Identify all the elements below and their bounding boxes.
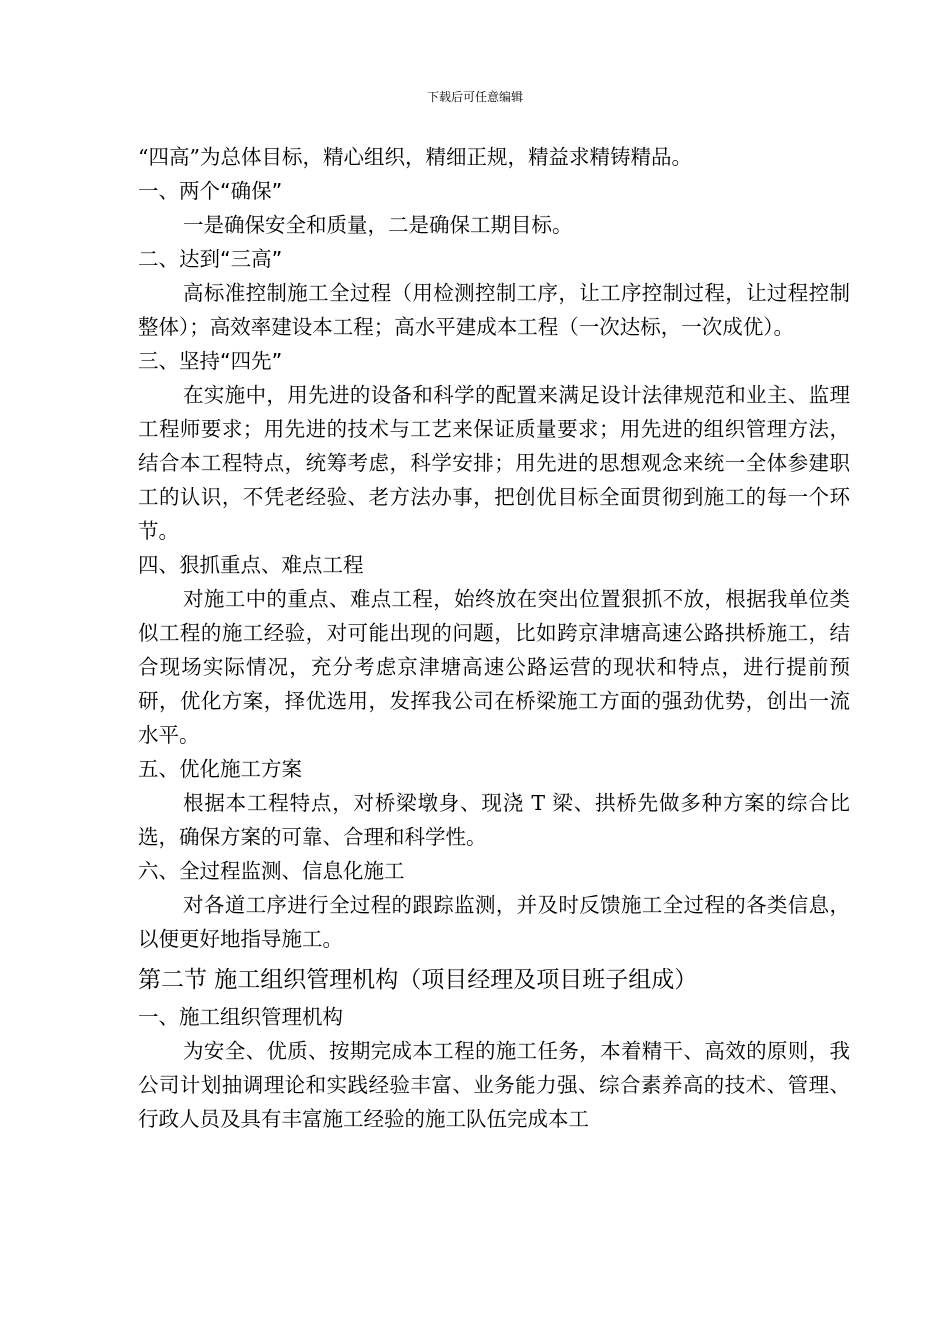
- intro-paragraph: “四高”为总体目标，精心组织，精细正规，精益求精铸精品。: [138, 145, 692, 169]
- page-header-note: 下载后可任意编辑: [426, 90, 523, 104]
- heading-four-firsts: 三、坚持“四先”: [138, 349, 283, 373]
- heading-key-difficult-works: 四、狠抓重点、难点工程: [138, 553, 364, 577]
- paragraph-organization: 为安全、优质、按期完成本工程的施工任务，本着精干、高效的原则，我公司计划抽调理论和实践经验丰富、业务能力强、综合素养高的技术、管理、行政人员及具有丰富施工经验的施工队伍完成本工: [138, 1039, 850, 1131]
- document-body: [138, 140, 850, 1136]
- paragraph-three-highs: 高标准控制施工全过程（用检测控制工序，让工序控制过程，让过程控制整体）；高效率建设本工程；高水平建成本工程（一次达标，一次成优）。: [138, 281, 850, 339]
- heading-organization: 一、施工组织管理机构: [138, 1005, 343, 1029]
- heading-three-highs: 二、达到“三高”: [138, 247, 283, 271]
- paragraph-optimize-plan: 根据本工程特点，对桥梁墩身、现浇 T 梁、拱桥先做多种方案的综合比选，确保方案的可靠、合理和科学性。: [138, 791, 850, 849]
- paragraph-monitoring: 对各道工序进行全过程的跟踪监测，并及时反馈施工全过程的各类信息，以便更好地指导施工。: [138, 893, 850, 951]
- heading-optimize-plan: 五、优化施工方案: [138, 757, 302, 781]
- paragraph-two-ensures: 一是确保安全和质量，二是确保工期目标。: [183, 213, 573, 237]
- heading-two-ensures: 一、两个“确保”: [138, 179, 283, 203]
- heading-monitoring: 六、全过程监测、信息化施工: [138, 859, 405, 883]
- paragraph-four-firsts: 在实施中，用先进的设备和科学的配置来满足设计法律规范和业主、监理工程师要求；用先进的技术与工艺来保证质量要求；用先进的组织管理方法，结合本工程特点，统筹考虑，科学安排；用先进的思想观念来统一全体参建职工的认识，不凭老经验、老方法办事，把创优目标全面贯彻到施工的每一个环节。: [138, 383, 850, 543]
- paragraph-key-difficult-works: 对施工中的重点、难点工程，始终放在突出位置狠抓不放，根据我单位类似工程的施工经验，对可能出现的问题，比如跨京津塘高速公路拱桥施工，结合现场实际情况，充分考虑京津塘高速公路运营的现状和特点，进行提前预研，优化方案，择优选用，发挥我公司在桥梁施工方面的强劲优势，创出一流水平。: [138, 587, 850, 747]
- section-title: 第二节 施工组织管理机构（项目经理及项目班子组成）: [138, 967, 698, 993]
